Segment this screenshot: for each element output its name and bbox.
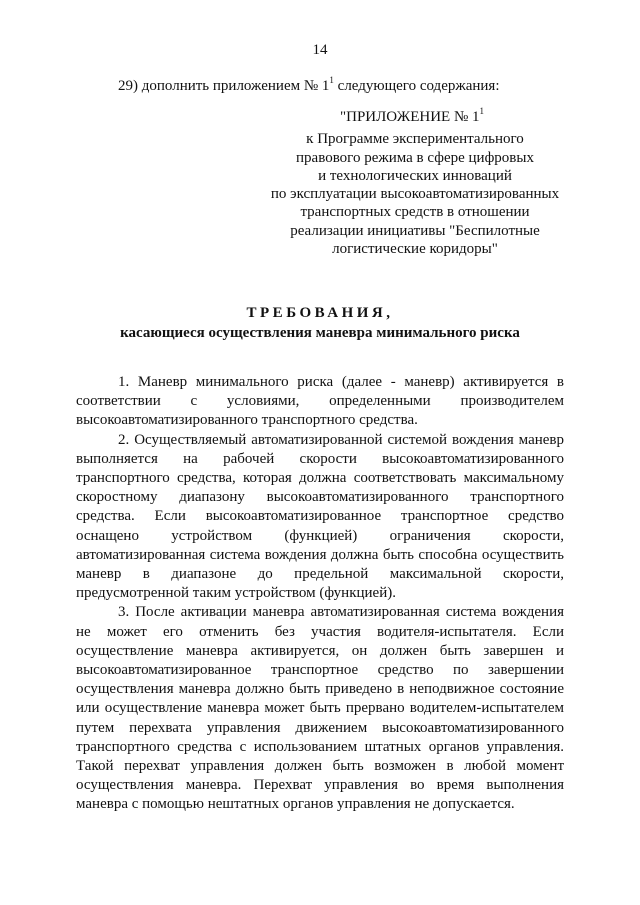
requirement-paragraph: 2. Осуществляемый автоматизированной системой вождения маневр выполняется на рабочей скорости высокоавтоматизированного транспортного средства, которая должна соответствовать максимальному скоростному диапазону высокоавтоматизированного транспортного средства. Если высокоавтоматизированное транспортное средство оснащено устройством (функцией) ограничения скорости, автоматизированная система вождения должна быть способна осуществить маневр в диапазоне до предельной максимальной скорости, предусмотренной таким устройством (функцией).	[76, 431, 564, 602]
appendix-line: реализации инициативы "Беспилотные	[290, 222, 540, 239]
appendix-line: правового режима в сфере цифровых	[296, 149, 534, 166]
appendix-title	[256, 108, 574, 126]
appendix-line: логистические коридоры"	[332, 241, 498, 258]
appendix-header	[256, 108, 574, 258]
amendment-intro	[118, 77, 500, 95]
amendment-intro-superscript: 1	[329, 75, 334, 85]
appendix-line: по эксплуатации высокоавтоматизированных	[270, 186, 560, 203]
requirements-body	[76, 373, 564, 815]
page-number: 14	[312, 42, 328, 58]
appendix-title-text: "ПРИЛОЖЕНИЕ № 1	[340, 109, 480, 125]
amendment-intro-text-end: следующего содержания:	[333, 78, 500, 94]
requirement-paragraph: 1. Маневр минимального риска (далее - маневр) активируется в соответствии с условиями, определенными производителем высокоавтоматизированного транспортного средства.	[76, 374, 564, 429]
appendix-title-superscript: 1	[479, 106, 485, 116]
requirements-subheading: касающиеся осуществления маневра минимального риска	[120, 325, 520, 341]
amendment-intro-text: 29) дополнить приложением № 1	[118, 78, 330, 94]
requirements-heading: ТРЕБОВАНИЯ,	[246, 305, 394, 321]
appendix-line: и технологических инноваций	[318, 167, 512, 184]
appendix-line: к Программе экспериментального	[306, 131, 524, 148]
requirement-paragraph: 3. После активации маневра автоматизированная система вождения не может его отменить без участия водителя-испытателя. Если осуществление маневра активируется, он должен быть завершен и высокоавтоматизированное транспортное средство по завершении осуществления маневра должно быть приведено в неподвижное состояние или осуществление маневра может быть прервано водителем-испытателем путем перехвата управления движением высокоавтоматизированного транспортного средства с использованием штатных органов управления. Такой перехват управления должен быть возможен в любой момент осуществления маневра. Перехват управления во время выполнения маневра с помощью нештатных органов управления не допускается.	[76, 604, 564, 813]
appendix-line: транспортных средств в отношении	[300, 204, 530, 221]
